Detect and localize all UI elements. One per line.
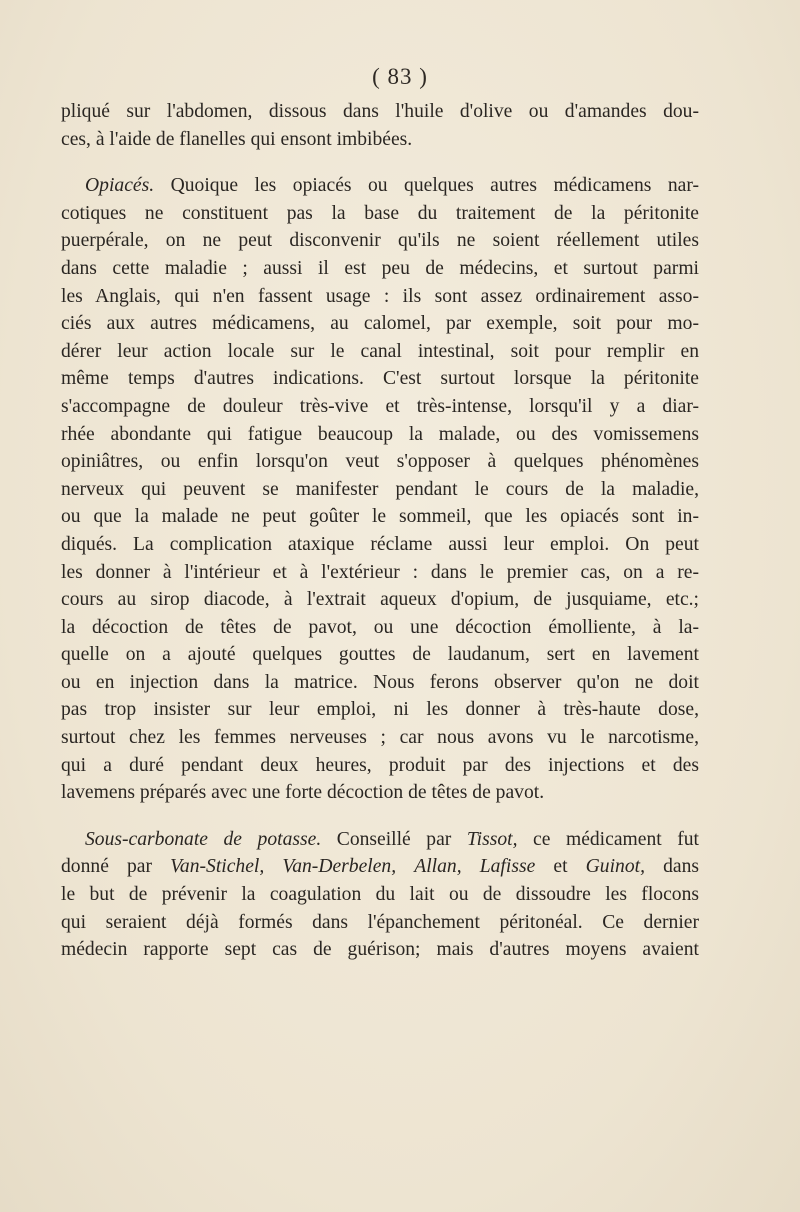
text-line: opiniâtres, ou enfin lorsqu'on veut s'opposer à quelques phénomènes bbox=[61, 451, 699, 473]
text-line: les donner à l'intérieur et à l'extérieur : dans le premier cas, on a re- bbox=[61, 561, 699, 583]
text-line: puerpérale, on ne peut disconvenir qu'ils ne soient réellement utiles bbox=[61, 230, 699, 252]
text-line: ces, à l'aide de flanelles qui ensont imbibées. bbox=[61, 128, 413, 150]
text-line: pliqué sur l'abdomen, dissous dans l'huile d'olive ou d'amandes dou- bbox=[61, 101, 699, 122]
paragraph-sous-carbonate bbox=[61, 826, 699, 964]
author-name: Guinot, bbox=[585, 856, 645, 878]
text-line bbox=[61, 853, 699, 881]
text-line: les Anglais, qui n'en fassent usage : ils sont assez ordinairement asso- bbox=[61, 285, 699, 307]
author-name: Van-Derbelen, bbox=[282, 856, 397, 878]
author-name: Allan, bbox=[414, 856, 462, 878]
paragraph-gap bbox=[61, 153, 699, 172]
text-run: donné par bbox=[61, 856, 171, 878]
author-name: Tissot, bbox=[466, 828, 518, 850]
section-heading-sous-carbonate: Sous-carbonate de potasse. bbox=[85, 828, 322, 850]
text-line: qui seraient déjà formés dans l'épanchement péritonéal. Ce dernier bbox=[61, 911, 699, 933]
text-line: pas trop insister sur leur emploi, ni les donner à très-haute dose, bbox=[61, 699, 699, 721]
text-line: ou en injection dans la matrice. Nous ferons observer qu'on ne doit bbox=[61, 671, 699, 693]
text-line bbox=[61, 826, 699, 854]
text-line: ciés aux autres médicamens, au calomel, par exemple, soit pour mo- bbox=[61, 313, 699, 335]
text-line: rhée abondante qui fatigue beaucoup la malade, ou des vomissemens bbox=[61, 423, 699, 445]
text-line: nerveux qui peuvent se manifester pendant le cours de la maladie, bbox=[61, 478, 699, 500]
page-number: ( 83 ) bbox=[372, 64, 428, 89]
text-line: ou que la malade ne peut goûter le sommeil, que les opiacés sont in- bbox=[61, 506, 699, 528]
text-line: dérer leur action locale sur le canal intestinal, soit pour remplir en bbox=[61, 340, 699, 362]
author-name: Van-Stichel, bbox=[170, 856, 265, 878]
section-heading-opiaces: Opiacés. bbox=[85, 175, 155, 197]
text-line: quelle on a ajouté quelques gouttes de laudanum, sert en lavement bbox=[61, 644, 699, 666]
author-name: Lafisse bbox=[479, 856, 536, 878]
text-line: cours au sirop diacode, à l'extrait aqueux d'opium, de jusquiame, etc.; bbox=[61, 589, 699, 611]
text-line: diqués. La complication ataxique réclame aussi leur emploi. On peut bbox=[61, 533, 699, 555]
paragraph-continuation bbox=[61, 98, 699, 153]
text-run: Quoique les opiacés ou quelques autres médicamens nar- bbox=[154, 175, 699, 197]
text-line: qui a duré pendant deux heures, produit par des injections et des bbox=[61, 754, 699, 776]
text-line: cotiques ne constituent pas la base du traitement de la péritonite bbox=[61, 202, 699, 224]
text-run bbox=[396, 856, 414, 877]
paragraph-gap bbox=[61, 807, 699, 826]
text-line: médecin rapporte sept cas de guérison; mais d'autres moyens avaient bbox=[61, 939, 699, 961]
text-line: surtout chez les femmes nerveuses ; car nous avons vu le narcotisme, bbox=[61, 727, 699, 749]
text-line: la décoction de têtes de pavot, ou une décoction émolliente, à la- bbox=[61, 616, 699, 638]
text-run bbox=[264, 856, 282, 877]
body-text bbox=[61, 98, 699, 964]
text-line: le but de prévenir la coagulation du lait ou de dissoudre les flocons bbox=[61, 884, 699, 906]
text-line: lavemens préparés avec une forte décoction de têtes de pavot. bbox=[61, 782, 545, 804]
text-run: dans bbox=[644, 856, 699, 878]
text-line: même temps d'autres indications. C'est surtout lorsque la péritonite bbox=[61, 368, 699, 390]
text-run bbox=[462, 856, 480, 877]
text-line: dans cette maladie ; aussi il est peu de médecins, et surtout parmi bbox=[61, 257, 699, 279]
text-run: Conseillé par bbox=[321, 828, 467, 850]
text-run: ce médicament fut bbox=[517, 828, 699, 850]
text-line bbox=[61, 172, 699, 200]
paragraph-opiaces bbox=[61, 172, 699, 807]
text-line: s'accompagne de douleur très-vive et très-intense, lorsqu'il y a diar- bbox=[61, 395, 699, 417]
text-run: et bbox=[535, 856, 586, 878]
